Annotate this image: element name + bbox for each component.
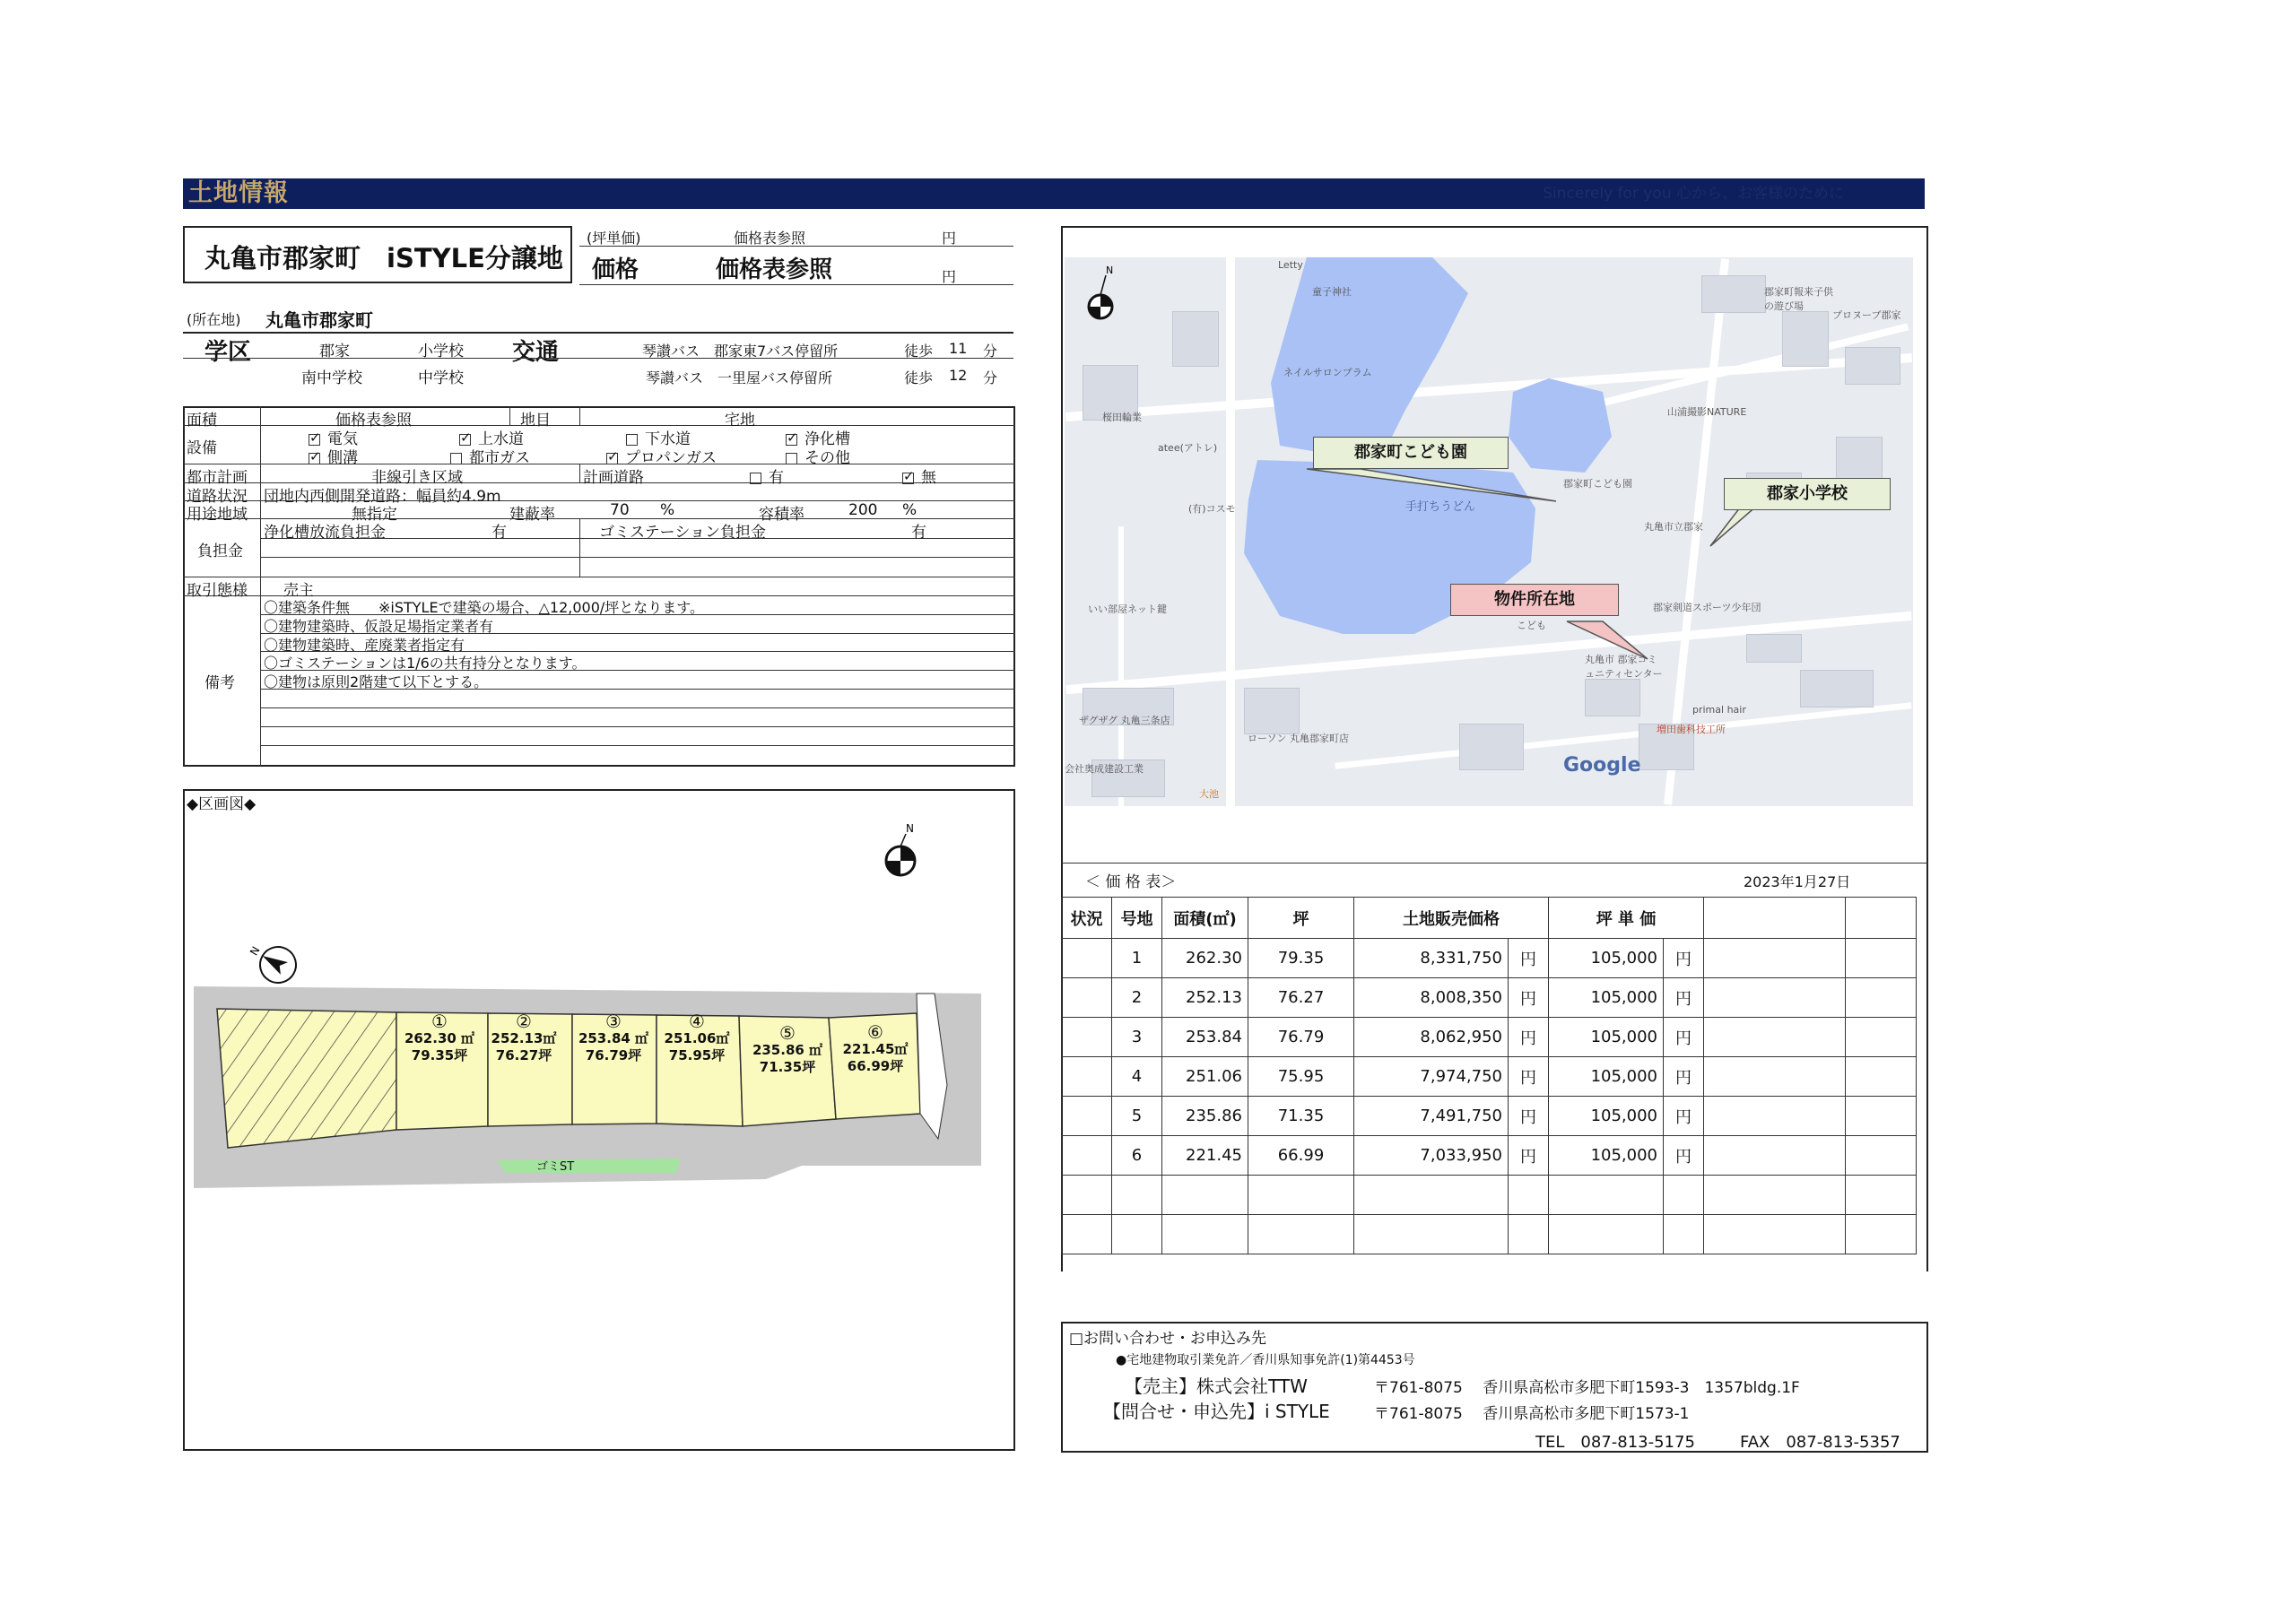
table-row: 6 221.45 66.99 7,033,950 円 105,000 円	[1062, 1136, 1917, 1176]
walk-1: 徒歩	[904, 343, 934, 360]
contact-title: □お問い合わせ・お申込み先	[1069, 1330, 1267, 1348]
kenpei-pct: %	[660, 501, 675, 519]
walk-unit-1: 分	[983, 343, 998, 360]
header-bar	[183, 178, 1925, 209]
kenpei-value: 70	[610, 501, 630, 519]
gomi-label: ゴミST	[536, 1160, 575, 1174]
torihiki-value: 売主	[283, 582, 314, 600]
svg-text:N: N	[247, 944, 263, 958]
setsubi-sokko: ✓側溝	[309, 445, 358, 467]
chimoku-label: 地目	[520, 412, 551, 430]
lot-6-area: 221.45㎡	[842, 1041, 909, 1057]
school-label: 学区	[204, 339, 252, 366]
area-label: 面積	[187, 412, 217, 430]
page-title: 土地情報	[188, 179, 289, 207]
setsubi-label: 設備	[187, 439, 217, 457]
keikaku-yes: 有	[750, 464, 784, 487]
biko-4: 〇ゴミステーションは1/6の共有持分となります。	[264, 655, 587, 672]
price-table	[1061, 897, 1917, 1254]
biko-2: 〇建物建築時、仮設足場指定業者有	[264, 618, 494, 635]
lot-2-label	[481, 1013, 567, 1064]
lot-3-no: ③	[605, 1011, 622, 1032]
area-value: 価格表参照	[335, 412, 412, 430]
price-table-date: 2023年1月27日	[1744, 873, 1851, 890]
seller-label: 【売主】株式会社TTW	[1125, 1376, 1308, 1397]
setsubi-jousui: ✓ 上水道	[459, 426, 524, 448]
lot-1-area: 262.30 ㎡	[404, 1030, 475, 1046]
biko-5: 〇建物は原則2階建て以下とする。	[264, 673, 489, 690]
price-table-title: ＜ 価 格 表＞	[1085, 873, 1177, 891]
youseki-pct: %	[902, 501, 918, 519]
google-logo: Google	[1563, 754, 1641, 777]
futan2-value: 有	[911, 524, 926, 542]
lot-3-area: 253.84 ㎡	[578, 1030, 649, 1046]
lot-2-tsubo: 76.27坪	[495, 1047, 552, 1063]
lot-6-tsubo: 66.99坪	[847, 1058, 904, 1074]
lot-5-tsubo: 71.35坪	[759, 1059, 816, 1075]
walk-min-1: 11	[949, 340, 968, 357]
youto-value: 無指定	[352, 506, 397, 524]
table-row: 3 253.84 76.79 8,062,950 円 105,000 円	[1062, 1018, 1917, 1057]
transport-label: 交通	[512, 339, 560, 366]
fax: FAX 087-813-5357	[1740, 1433, 1900, 1452]
inquiry-label: 【問合せ・申込先】i STYLE	[1103, 1401, 1330, 1422]
license: ●宅地建物取引業免許／香川県知事免許(1)第4453号	[1116, 1353, 1415, 1367]
hatched-area	[217, 1009, 396, 1148]
futan-label: 負担金	[197, 542, 243, 560]
chimoku-value: 宅地	[725, 412, 755, 430]
douro-value: 団地内西側開発道路：幅員約4.9m	[264, 488, 501, 506]
lot-1-no: ①	[431, 1011, 448, 1032]
bus-line-1: 琴讃バス 郡家東7バス停留所	[642, 343, 839, 360]
lot-4-tsubo: 75.95坪	[668, 1047, 726, 1063]
elem-school-type: 小学校	[418, 343, 464, 360]
lot-1-tsubo: 79.35坪	[411, 1047, 468, 1063]
plot-title: ◆区画図◆	[187, 795, 257, 813]
biko-label: 備考	[204, 674, 235, 692]
property-name-box	[183, 226, 572, 283]
callout-school: 郡家小学校	[1724, 478, 1891, 510]
lot-3-label	[570, 1013, 657, 1064]
lot-2-area: 252.13㎡	[491, 1030, 557, 1046]
toshi-label: 都市計画	[187, 469, 248, 487]
lot-1-label	[395, 1013, 484, 1064]
callout-pointers	[1065, 257, 1913, 806]
keikaku-label: 計画道路	[583, 469, 644, 487]
walk-unit-2: 分	[983, 369, 998, 386]
table-row-empty	[1062, 1215, 1917, 1254]
setsubi-other: その他	[786, 445, 850, 467]
svg-text:N: N	[906, 822, 914, 835]
location-label: (所在地)	[187, 311, 241, 328]
toshi-value: 非線引き区域	[371, 469, 463, 487]
torihiki-label: 取引態様	[187, 582, 248, 600]
lot-4-no: ④	[689, 1011, 705, 1032]
elem-school-name: 郡家	[319, 343, 350, 360]
keikaku-no: ✓ 無	[902, 464, 936, 487]
lot-2-no: ②	[516, 1011, 532, 1032]
svg-text:手打ちうどん: 手打ちうどん	[1405, 500, 1476, 514]
callout-park: 郡家町こども園	[1313, 437, 1509, 469]
price-table-header: 状況 号地 面積(㎡) 坪 土地販売価格 坪 単 価	[1062, 898, 1917, 939]
tsubo-unit: 円	[942, 230, 957, 247]
slogan: Sincerely for you 心から、お客様のために	[1543, 185, 1844, 203]
futan1-value: 有	[491, 524, 507, 542]
callout-site: 物件所在地	[1450, 584, 1619, 616]
futan2-label: ゴミステーション負担金	[599, 524, 766, 542]
table-row: 5 235.86 71.35 7,491,750 円 105,000 円	[1062, 1097, 1917, 1136]
mid-school-type: 中学校	[418, 369, 464, 387]
youto-label: 用途地域	[187, 506, 248, 524]
table-row: 4 251.06 75.95 7,974,750 円 105,000 円	[1062, 1057, 1917, 1097]
tel[interactable]: TEL 087-813-5175	[1535, 1433, 1695, 1452]
property-name: 丸亀市郡家町 iSTYLE分譲地	[204, 243, 563, 273]
setsubi-jokaso: ✓ 浄化槽	[786, 426, 850, 448]
lot-6-label	[832, 1021, 918, 1075]
price-value: 価格表参照	[716, 256, 833, 283]
lot-6-no: ⑥	[867, 1021, 883, 1043]
north-arrow-left-icon	[240, 933, 302, 989]
kenpei-label: 建蔽率	[509, 506, 555, 524]
walk-min-2: 12	[949, 367, 968, 384]
tsubo-label: (坪単価)	[587, 230, 641, 247]
lot-4-label	[655, 1013, 739, 1064]
biko-1: 〇建築条件無 ※iSTYLEで建築の場合、△12,000/坪となります。	[264, 599, 704, 616]
setsubi-denki: ✓ 電気	[309, 426, 358, 448]
table-row: 2 252.13 76.27 8,008,350 円 105,000 円	[1062, 978, 1917, 1018]
youseki-label: 容積率	[759, 506, 804, 524]
walk-2: 徒歩	[904, 369, 934, 386]
tsubo-value: 価格表参照	[734, 230, 806, 247]
price-unit: 円	[942, 268, 957, 285]
lot-5-label	[743, 1022, 832, 1076]
lot-3-tsubo: 76.79坪	[585, 1047, 642, 1063]
inquiry-address: 〒761-8075 香川県高松市多肥下町1573-1	[1374, 1405, 1690, 1423]
biko-3: 〇建物建築時、産廃業者指定有	[264, 637, 465, 654]
price-label: 価格	[592, 256, 639, 283]
bus-line-2: 琴讃バス 一里屋バス停留所	[646, 369, 833, 386]
table-row: 1 262.30 79.35 8,331,750 円 105,000 円	[1062, 939, 1917, 978]
lot-5-no: ⑤	[779, 1022, 796, 1044]
green-strip	[497, 1159, 681, 1173]
setsubi-toshigas: 都市ガス	[450, 445, 530, 467]
mid-school-name: 南中学校	[301, 369, 362, 387]
north-arrow-icon	[886, 822, 915, 875]
lot-4-area: 251.06㎡	[664, 1030, 730, 1046]
douro-label: 道路状況	[187, 488, 248, 506]
table-row-empty	[1062, 1176, 1917, 1215]
futan1-label: 浄化槽放流負担金	[264, 524, 386, 542]
location: 丸亀市郡家町	[265, 309, 373, 331]
svg-text:N: N	[1106, 265, 1114, 276]
setsubi-gesui: 下水道	[626, 426, 691, 448]
seller-address: 〒761-8075 香川県高松市多肥下町1593-3 1357bldg.1F	[1374, 1379, 1800, 1397]
setsubi-propane: ✓ プロパンガス	[606, 445, 717, 467]
area-map: 手打ちうどん Letty 童子神社 郡家町報来子供の遊び場 プロヌーブ郡家 ネイルサロンプラム 桜田輪業 山浦撮影NATURE atee(アトレ) (有)コスモ 郡家町こども園 丸亀市立郡家 いい部屋ネット鍵 郡家剣道スポーツ少年団 こども 丸亀市 郡家コミュニティセンター primal hair ザグザグ 丸亀三条店 ローソン 丸亀郡家町店 増田歯科技工所 会社奥成建設工業 大池 Google N 郡家町こども園 郡家小学校 物件所在地	[1065, 257, 1913, 806]
plot-diagram	[183, 789, 1015, 1451]
lot-5-area: 235.86 ㎡	[752, 1042, 823, 1058]
youseki-value: 200	[848, 501, 878, 519]
